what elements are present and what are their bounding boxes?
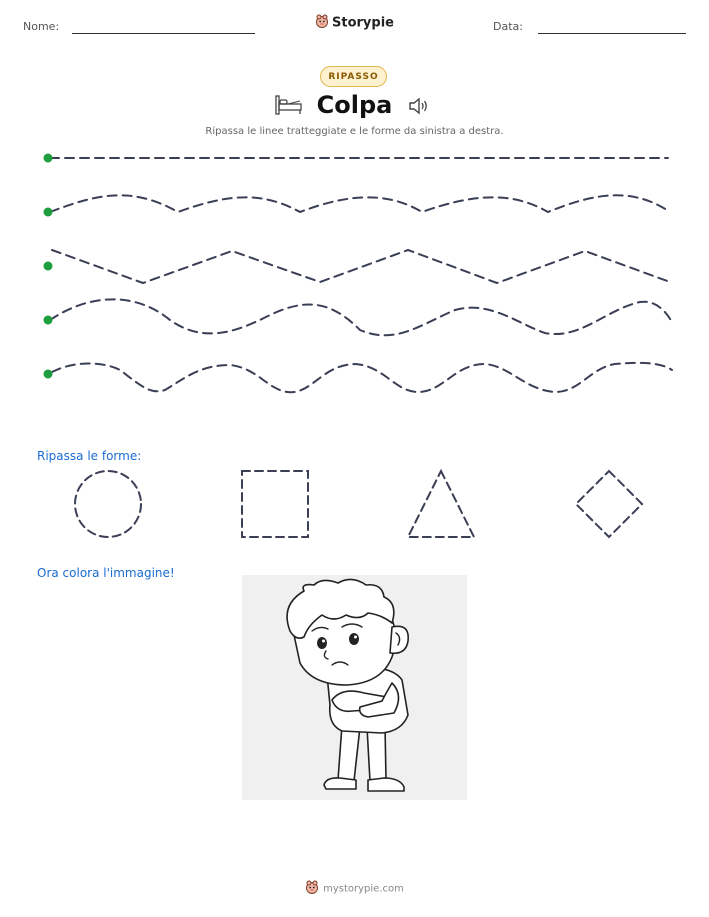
start-dot-3 [44, 262, 53, 271]
footer-site[interactable]: mystorypie.com [323, 883, 404, 895]
trace-diamond [576, 471, 642, 537]
date-label: Data: [493, 20, 523, 33]
name-label: Nome: [23, 20, 60, 33]
coloring-image[interactable] [242, 575, 467, 800]
storypie-logo-icon [305, 880, 319, 897]
start-dot-4 [44, 316, 53, 325]
start-dot-5 [44, 370, 53, 379]
page-title: Colpa [316, 91, 393, 119]
instructions: Ripassa le linee tratteggiate e le forme da sinistra a destra. [205, 126, 504, 137]
shapes-label: Ripassa le forme: [37, 449, 142, 463]
trace-line-wave-1 [50, 195, 670, 212]
coloring-label: Ora colora l'immagine! [37, 566, 175, 580]
sad-boy-illustration [242, 575, 467, 800]
trace-triangle [408, 471, 474, 537]
trace-line-wave-3 [52, 363, 672, 392]
footer [0, 880, 709, 897]
review-badge: RIPASSO [320, 66, 387, 87]
start-dot-1 [44, 154, 53, 163]
brand-name: Storypie [332, 15, 394, 31]
trace-line-wave-2 [50, 299, 672, 335]
start-dot-2 [44, 208, 53, 217]
trace-line-zigzag [52, 250, 670, 283]
trace-circle [75, 471, 141, 537]
trace-square [242, 471, 308, 537]
